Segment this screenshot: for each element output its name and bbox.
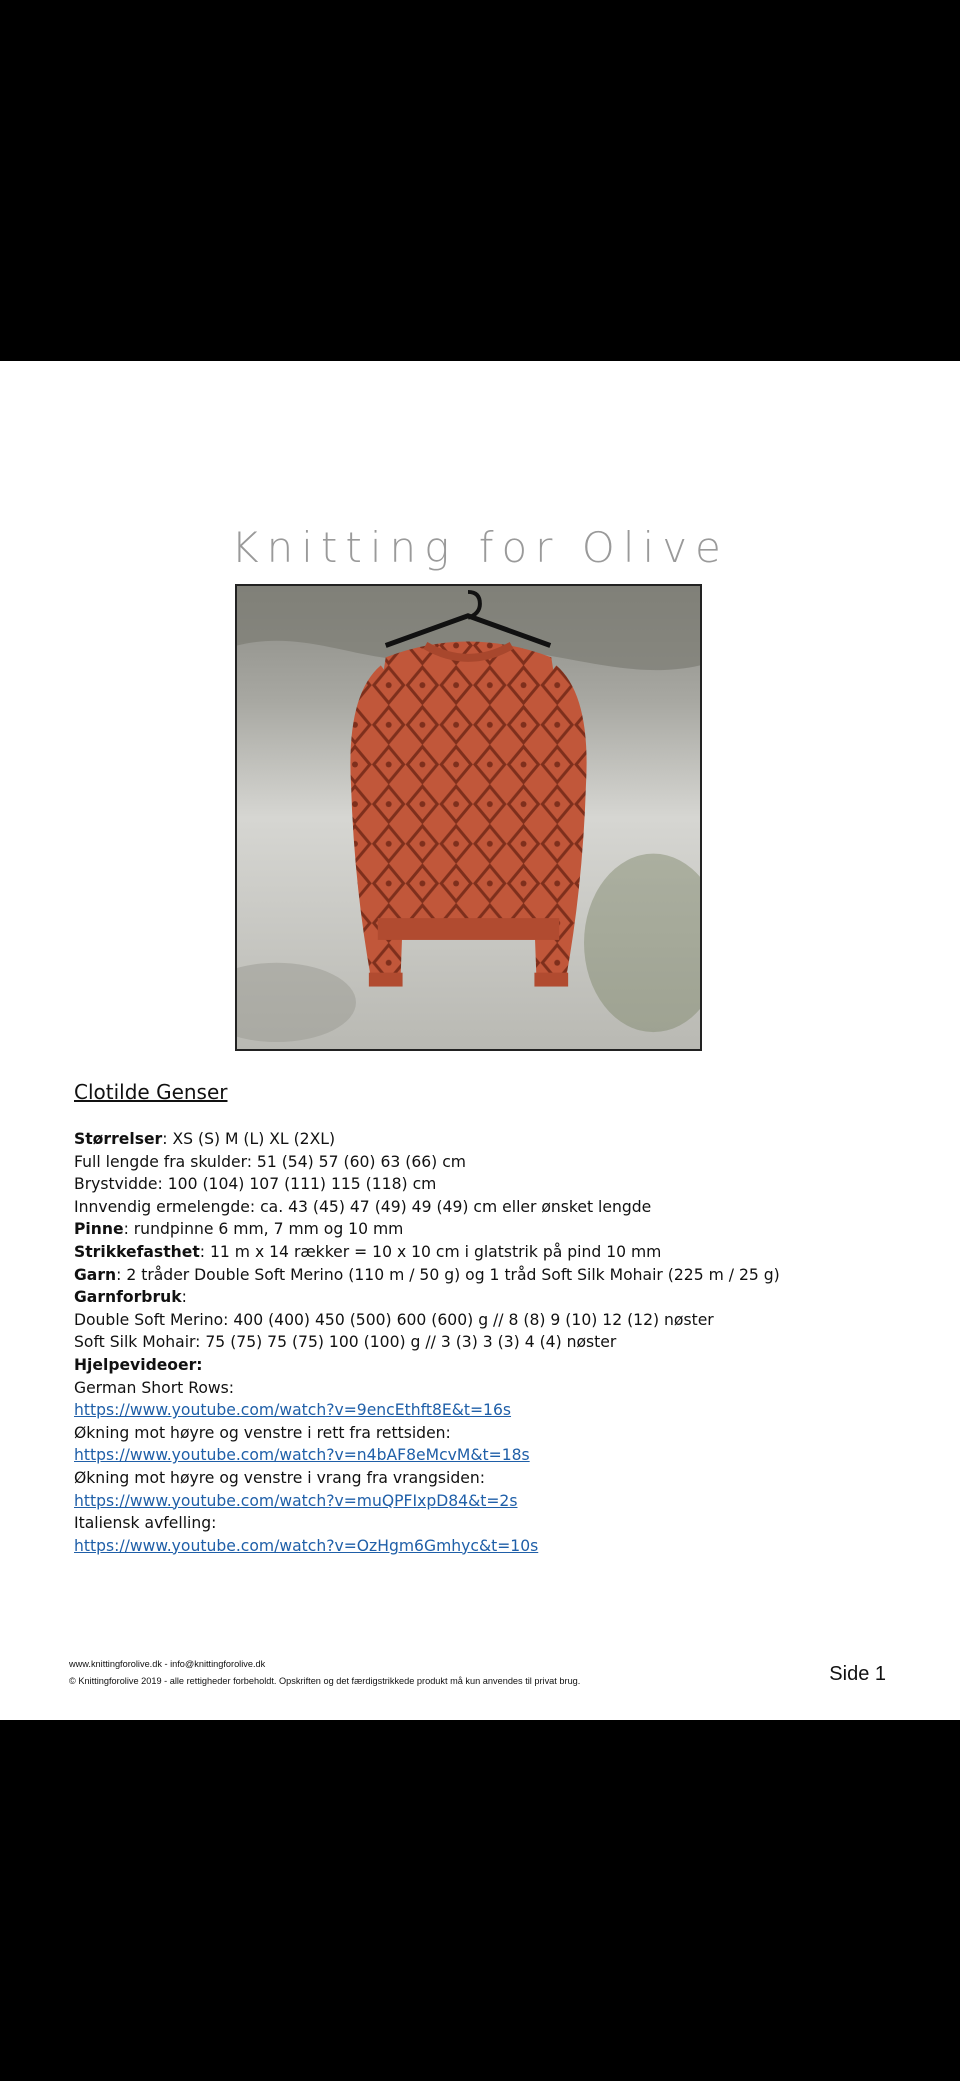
video-label-increase-knit: Økning mot høyre og venstre i rett fra rettsiden: bbox=[74, 1423, 451, 1442]
brand-logo: Knitting for Olive bbox=[231, 523, 729, 572]
video-label-increase-purl: Økning mot høyre og venstre i vrang fra vrangsiden: bbox=[74, 1468, 485, 1487]
usage-mohair-line: Soft Silk Mohair: 75 (75) 75 (75) 100 (100) g // 3 (3) 3 (3) 4 (4) nøster bbox=[74, 1333, 617, 1352]
page-number: Side 1 bbox=[829, 1663, 886, 1685]
sizes-label: Størrelser bbox=[74, 1130, 163, 1148]
yarn-usage-colon: : bbox=[181, 1288, 187, 1307]
sizes-line bbox=[74, 1128, 894, 1151]
video-link-short-rows[interactable]: https://www.youtube.com/watch?v=9encEthft8E&t=16s bbox=[74, 1401, 512, 1420]
needle-label: Pinne bbox=[74, 1220, 124, 1239]
yarn-value: : 2 tråder Double Soft Merino (110 m / 50 g) og 1 tråd Soft Silk Mohair (225 m / 25 g) bbox=[116, 1265, 780, 1284]
help-videos-label: Hjelpevideoer: bbox=[74, 1355, 203, 1374]
help-videos-heading bbox=[74, 1354, 894, 1377]
gauge-label: Strikkefasthet bbox=[74, 1242, 200, 1261]
gauge-value: : 11 m x 14 rækker = 10 x 10 cm i glatstrik på pind 10 mm bbox=[199, 1242, 662, 1261]
pattern-details bbox=[74, 1078, 894, 1557]
video-link-increase-knit[interactable]: https://www.youtube.com/watch?v=n4bAF8eMcvM&t=18s bbox=[74, 1446, 530, 1465]
footer bbox=[69, 1656, 580, 1690]
needle-value: : rundpinne 6 mm, 7 mm og 10 mm bbox=[123, 1220, 404, 1239]
sweater-photo bbox=[235, 584, 702, 1051]
yarn-label: Garn bbox=[74, 1265, 117, 1284]
full-length-line: Full lengde fra skulder: 51 (54) 57 (60) 63 (66) cm bbox=[74, 1152, 466, 1171]
yarn-line bbox=[74, 1264, 894, 1287]
footer-copyright: © Knittingforolive 2019 - alle rettigheder forbeholdt. Opskriften og det færdigstrikkede produkt må kun anvendes til privat brug. bbox=[69, 1676, 581, 1686]
needle-line bbox=[74, 1218, 894, 1241]
chest-line: Brystvidde: 100 (104) 107 (111) 115 (118) cm bbox=[74, 1175, 437, 1194]
video-link-increase-purl[interactable]: https://www.youtube.com/watch?v=muQPFIxpD84&t=2s bbox=[74, 1491, 518, 1510]
sweater-illustration bbox=[237, 586, 700, 1049]
yarn-usage-label: Garnforbruk bbox=[74, 1288, 182, 1307]
document-page bbox=[0, 361, 960, 1720]
yarn-usage-heading bbox=[74, 1286, 894, 1309]
pattern-title: Clotilde Genser bbox=[74, 1080, 228, 1104]
video-label-short-rows: German Short Rows: bbox=[74, 1378, 235, 1397]
video-label-italian-bindoff: Italiensk avfelling: bbox=[74, 1514, 217, 1533]
sleeve-length-line: Innvendig ermelengde: ca. 43 (45) 47 (49) 49 (49) cm eller ønsket lengde bbox=[74, 1197, 652, 1216]
footer-contact: www.knittingforolive.dk - info@knittingforolive.dk bbox=[69, 1659, 266, 1669]
sizes-value: : XS (S) M (L) XL (2XL) bbox=[162, 1130, 336, 1148]
usage-merino-line: Double Soft Merino: 400 (400) 450 (500) 600 (600) g // 8 (8) 9 (10) 12 (12) nøster bbox=[74, 1310, 714, 1329]
video-link-italian-bindoff[interactable]: https://www.youtube.com/watch?v=OzHgm6Gmhyc&t=10s bbox=[74, 1536, 539, 1555]
gauge-line bbox=[74, 1241, 894, 1264]
